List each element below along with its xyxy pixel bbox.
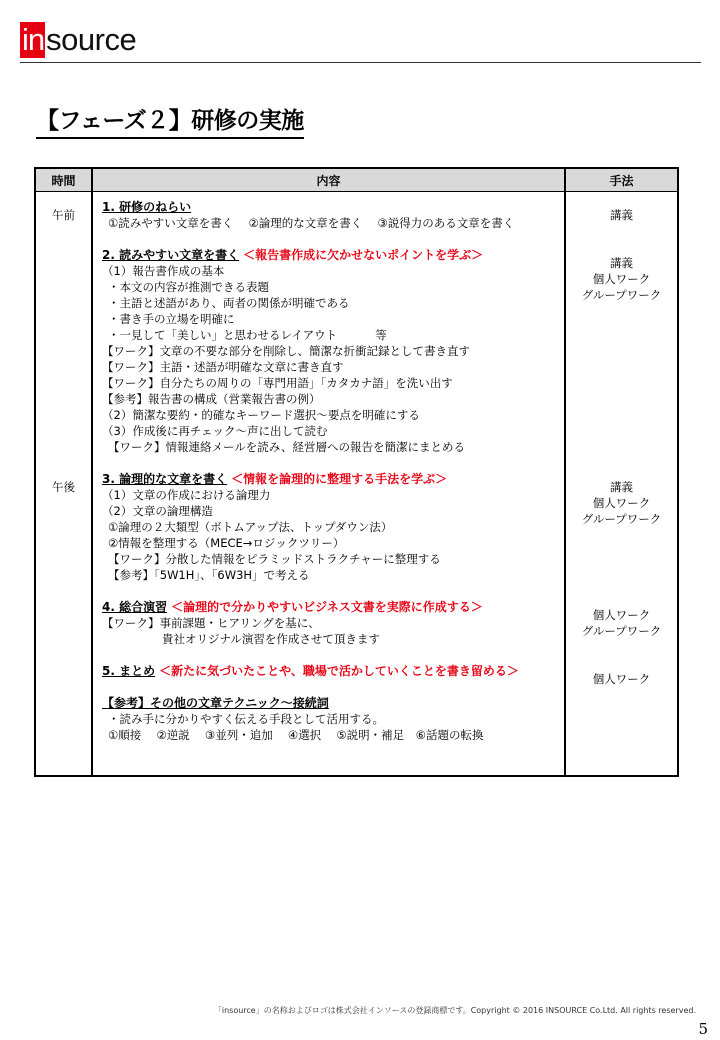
section-title: 2. 読みやすい文章を書く <box>102 248 240 262</box>
section-note: ＜情報を論理的に整理する手法を学ぶ＞ <box>231 472 448 486</box>
content-line: ・一見して「美しい」と思わせるレイアウト 等 <box>108 328 387 342</box>
logo-text: source <box>46 22 137 57</box>
content-section <box>102 599 564 647</box>
content-line: ・書き手の立場を明確に <box>108 312 235 326</box>
section-note: ＜論理的で分かりやすいビジネス文書を実際に作成する＞ <box>171 600 483 614</box>
method-block <box>566 671 677 687</box>
content-section <box>102 247 564 455</box>
method-label: 個人ワーク <box>592 495 651 510</box>
method-label: グループワーク <box>581 287 662 302</box>
page-title-underline <box>36 137 304 139</box>
section-title: 1. 研修のねらい <box>102 200 192 214</box>
content-section <box>102 695 564 743</box>
content-line: ①論理の２大類型（ボトムアップ法、トップダウン法） <box>108 520 393 534</box>
section-note: ＜報告書作成に欠かせないポイントを学ぶ＞ <box>243 248 484 262</box>
copyright-notice: 「insource」の名称およびロゴは株式会社インソースの登録商標です。Copyright © 2016 INSOURCE Co.Ltd. All rights reserved. <box>213 1006 696 1015</box>
method-block <box>566 207 677 223</box>
content-section <box>102 199 564 231</box>
method-block <box>566 479 677 527</box>
content-line: 貴社オリジナル演習を作成させて頂きます <box>162 632 380 646</box>
page-title: 【フェーズ２】研修の実施 <box>36 108 304 134</box>
time-pm-label: 午後 <box>52 479 75 494</box>
header-time: 時間 <box>35 168 92 192</box>
method-label: 個人ワーク <box>592 271 651 286</box>
content-line: ①読みやすい文章を書く ②論理的な文章を書く ③説得力のある文章を書く <box>108 216 515 230</box>
content-line: 【参考】「5W1H」、「6W3H」で考える <box>108 568 310 582</box>
content-column <box>92 192 565 777</box>
content-line: ・本文の内容が推測できる表題 <box>108 280 269 294</box>
section-note: ＜新たに気づいたことや、職場で活かしていくことを書き留める＞ <box>159 664 519 678</box>
content-line: （1）報告書作成の基本 <box>102 264 225 278</box>
content-line: （1）文章の作成における論理力 <box>102 488 271 502</box>
content-line: 【ワーク】自分たちの周りの「専門用語」「カタカナ語」を洗い出す <box>102 376 453 390</box>
content-line: 【ワーク】分散した情報をピラミッドストラクチャーに整理する <box>108 552 441 566</box>
header-content: 内容 <box>92 168 565 192</box>
time-column <box>35 192 92 777</box>
section-title: 3. 論理的な文章を書く <box>102 472 228 486</box>
header-divider <box>20 62 701 63</box>
content-line: 【ワーク】事前課題・ヒアリングを基に、 <box>102 616 320 630</box>
method-label: グループワーク <box>581 511 662 526</box>
section-title: 4. 総合演習 <box>102 600 168 614</box>
section-title: 5. まとめ <box>102 664 156 678</box>
method-label: 個人ワーク <box>592 607 651 622</box>
content-line: ②情報を整理する（MECE→ロジックツリー） <box>108 536 345 550</box>
content-line: （3）作成後に再チェック～声に出して読む <box>102 424 328 438</box>
time-am-label: 午前 <box>52 207 75 222</box>
content-line: 【ワーク】情報連絡メールを読み、経営層への報告を簡潔にまとめる <box>108 440 465 454</box>
table-header-row <box>35 168 678 192</box>
content-line: 【参考】報告書の構成（営業報告書の例） <box>102 392 321 406</box>
table-body-row <box>35 192 678 777</box>
content-line: ①順接 ②逆説 ③並列・追加 ④選択 ⑤説明・補足 ⑥話題の転換 <box>108 728 484 742</box>
content-line: ・主語と述語があり、両者の関係が明確である <box>108 296 350 310</box>
content-section <box>102 471 564 583</box>
content-line: （2）文章の論理構造 <box>102 504 213 518</box>
content-line: 【ワーク】主語・述語が明確な文章に書き直す <box>102 360 344 374</box>
section-heading <box>102 599 564 615</box>
content-line: 【ワーク】文章の不要な部分を削除し、簡潔な折衝記録として書き直す <box>102 344 470 358</box>
method-label: グループワーク <box>581 623 662 638</box>
method-label: 講義 <box>610 255 633 270</box>
method-block <box>566 255 677 303</box>
content-line: ・読み手に分かりやすく伝える手段として活用する。 <box>108 712 384 726</box>
page-number: 5 <box>698 1020 708 1038</box>
method-label: 講義 <box>610 479 633 494</box>
content-section <box>102 663 564 679</box>
insource-logo <box>20 22 136 58</box>
method-column <box>565 192 678 777</box>
header-method: 手法 <box>565 168 678 192</box>
section-heading <box>102 247 564 263</box>
logo-highlight: in <box>22 22 45 57</box>
section-heading <box>102 695 564 711</box>
content-line: （2）簡潔な要約・的確なキーワード選択～要点を明確にする <box>102 408 420 422</box>
section-heading <box>102 663 564 679</box>
method-block <box>566 607 677 639</box>
section-heading <box>102 471 564 487</box>
section-heading <box>102 199 564 215</box>
section-title: 【参考】その他の文章テクニック～接続詞 <box>102 696 329 710</box>
method-label: 個人ワーク <box>592 671 651 686</box>
training-schedule-table <box>34 167 679 777</box>
method-label: 講義 <box>610 207 633 222</box>
